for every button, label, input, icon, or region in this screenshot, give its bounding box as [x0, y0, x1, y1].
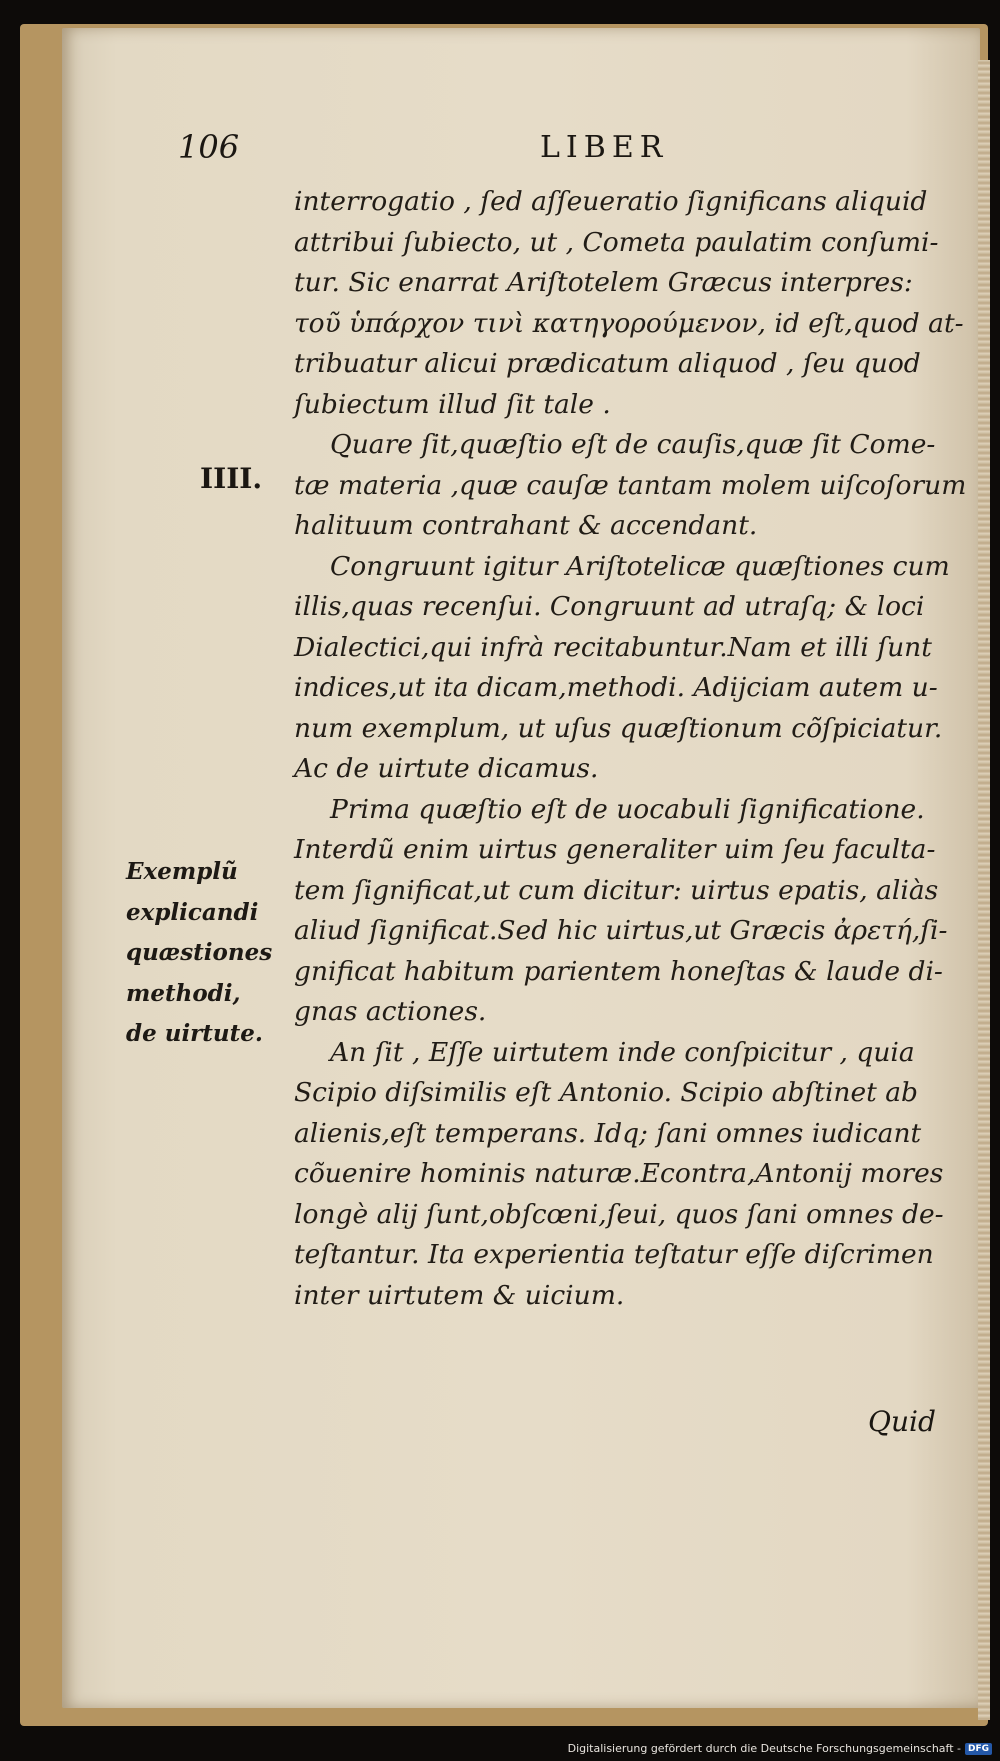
- margin-note-line: explicandi: [126, 898, 259, 926]
- margin-note: [126, 852, 286, 1055]
- text-line: interrogatio , ſed aſſeueratio ſignificans aliquid: [294, 186, 928, 217]
- text-line: Congruunt igitur Ariſtotelicæ quæſtiones cum: [330, 550, 950, 582]
- text-line: An ſit , Eſſe uirtutem inde conſpicitur , quia: [330, 1036, 915, 1068]
- text-line: ſubiectum illud ſit tale .: [294, 388, 611, 420]
- running-head: LIBER: [540, 130, 669, 165]
- text-line: tribuatur alicui prædicatum aliquod , ſeu quod: [294, 348, 921, 379]
- text-line: aliud ſignificat.Sed hic uirtus,ut Græcis ἀρετή,ſi-: [294, 915, 948, 946]
- text-line: halituum contrahant & accendant.: [294, 510, 758, 541]
- text-line: τοῦ ὑπάρχον τινὶ κατηγορούμενον, id eſt,quod at-: [294, 307, 964, 339]
- text-line: attribui ſubiecto, ut , Cometa paulatim conſumi-: [294, 226, 939, 258]
- text-line: Quare ſit,quæſtio eſt de cauſis,quæ ſit Come-: [330, 429, 936, 460]
- section-marker: IIII.: [200, 462, 263, 495]
- text-line: indices,ut ita dicam,methodi. Adijciam autem u-: [294, 672, 938, 703]
- text-line: inter uirtutem & uicium.: [294, 1279, 625, 1311]
- text-line: Prima quæſtio eſt de uocabuli ſignificatione.: [330, 793, 925, 825]
- text-line: gnificat habitum parientem honeſtas & laude di-: [294, 955, 943, 987]
- dfg-logo-icon: DFG: [965, 1743, 992, 1755]
- paragraph-3: [294, 547, 954, 790]
- text-line: tæ materia ,quæ cauſæ tantam molem uiſcoſorum: [294, 469, 967, 501]
- text-line: Scipio diſsimilis eſt Antonio. Scipio abſtinet ab: [294, 1077, 919, 1108]
- digitization-footer: [568, 1742, 992, 1755]
- text-line: Interdũ enim uirtus generaliter uim ſeu faculta-: [294, 834, 936, 865]
- text-line: tem ſignificat,ut cum dicitur: uirtus epatis, aliàs: [294, 874, 939, 906]
- text-line: gnas actiones.: [294, 996, 487, 1027]
- margin-note-line: methodi,: [126, 979, 241, 1007]
- body-text: [294, 182, 967, 1316]
- page-edge-stack: [978, 60, 990, 1720]
- text-line: tur. Sic enarrat Ariſtotelem Græcus interpres:: [294, 267, 913, 298]
- text-line: cõuenire hominis naturæ.Econtra,Antonij mores: [294, 1158, 944, 1189]
- page-number: 106: [178, 128, 240, 166]
- paragraph-4: [294, 790, 954, 1033]
- text-line: alienis,eſt temperans. Idq; ſani omnes iudicant: [294, 1117, 922, 1149]
- catchword: Quid: [868, 1405, 936, 1438]
- text-line: Ac de uirtute dicamus.: [294, 753, 599, 784]
- margin-note-line: Exemplũ: [126, 858, 238, 885]
- paragraph-2: [294, 425, 967, 547]
- margin-note-line: de uirtute.: [126, 1020, 263, 1047]
- paragraph-5: [294, 1033, 954, 1317]
- margin-note-line: quæstiones: [126, 939, 273, 966]
- text-line: num exemplum, ut uſus quæſtionum cõſpiciatur.: [294, 712, 943, 744]
- text-line: teſtantur. Ita experientia teſtatur eſſe diſcrimen: [294, 1239, 934, 1270]
- text-line: longè alij ſunt,obſcœni,ſeui, quos ſani omnes de-: [294, 1198, 944, 1230]
- footer-credit: Digitalisierung gefördert durch die Deutsche Forschungsgemeinschaft -: [567, 1742, 961, 1755]
- text-line: illis,quas recenſui. Congruunt ad utraſq; & loci: [294, 591, 925, 622]
- paragraph-1: [294, 182, 964, 425]
- text-line: Dialectici,qui infrà recitabuntur.Nam et illi ſunt: [294, 631, 932, 663]
